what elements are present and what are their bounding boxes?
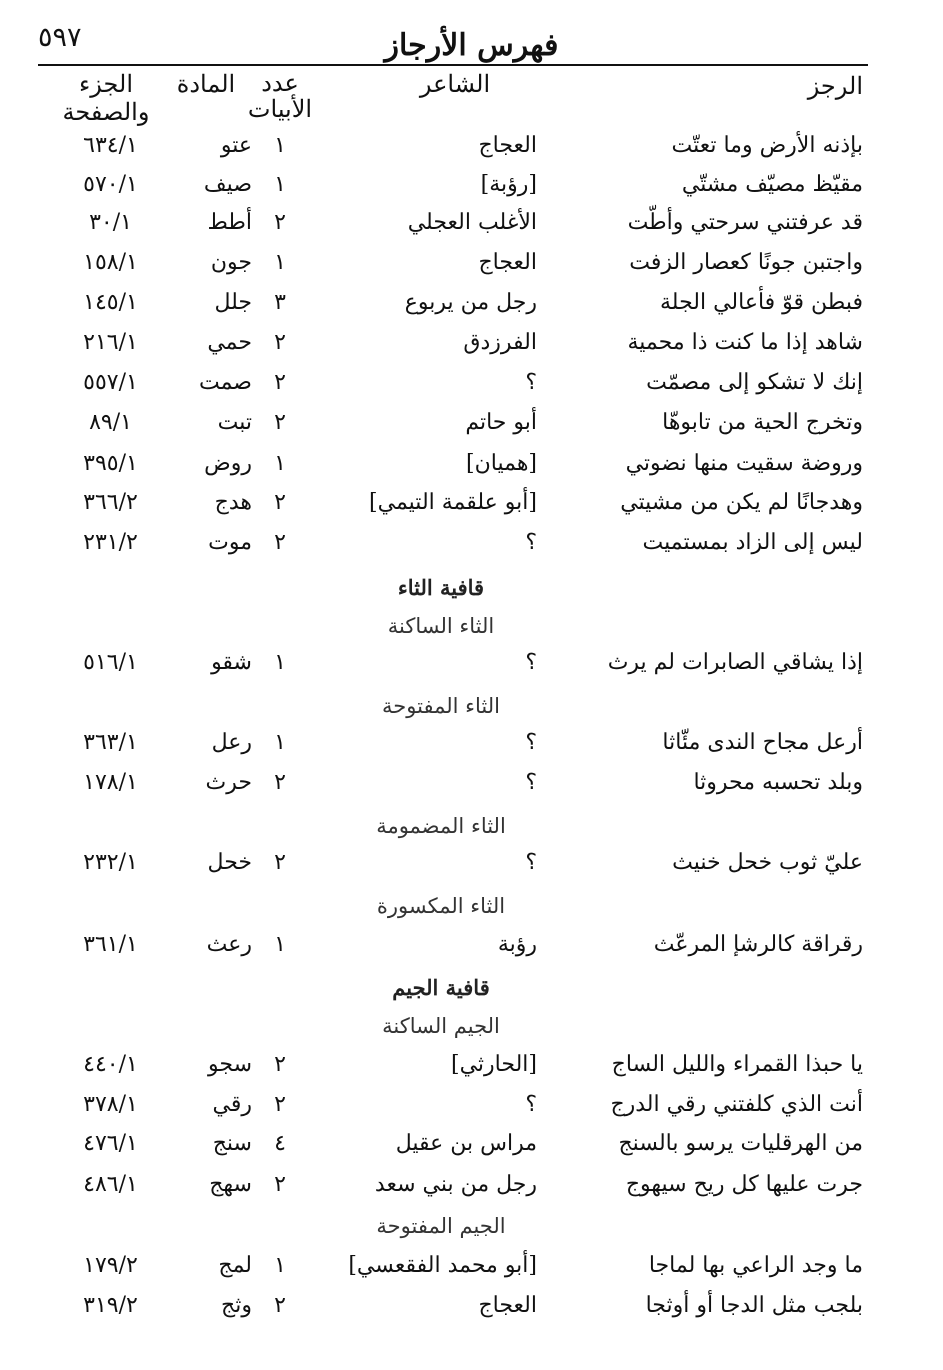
- volume-page: ١٧٩/٢: [83, 1253, 138, 1278]
- verse: بلجب مثل الدجا أو أوثجا: [645, 1293, 863, 1318]
- verse: وروضة سقيت منها نضوتي: [625, 451, 863, 476]
- verse-count: ٤: [274, 1131, 286, 1156]
- poet: العجاج: [478, 250, 537, 275]
- volume-page: ٥٥٧/١: [83, 370, 138, 395]
- table-row: [0, 850, 943, 890]
- verse-count: ١: [274, 932, 286, 957]
- header-poet: الشاعر: [419, 70, 491, 98]
- header-madda: المادة: [176, 70, 236, 98]
- verse-count: ٢: [274, 370, 286, 395]
- table-row: [0, 1172, 943, 1212]
- poet: [هميان]: [466, 451, 537, 476]
- madda: تبت: [217, 410, 252, 435]
- madda: خحل: [207, 850, 252, 875]
- madda: حمي: [207, 330, 252, 355]
- poet: أبو حاتم: [465, 410, 537, 435]
- header-count-line2: الأبيات: [247, 95, 313, 123]
- subsection-heading: الثاء المفتوحة: [382, 694, 500, 718]
- table-row: [0, 410, 943, 450]
- madda: هدج: [214, 490, 252, 515]
- madda: موت: [208, 530, 252, 555]
- madda: رعل: [211, 730, 252, 755]
- verse-count: ٢: [274, 1172, 286, 1197]
- verse: وبلد تحسبه محروثا: [693, 770, 863, 795]
- subsection-heading: الثاء المكسورة: [376, 894, 506, 918]
- table-row: [0, 172, 943, 212]
- table-row: [0, 330, 943, 370]
- verse: أرعل مجاح الندى مئّاثا: [662, 730, 863, 755]
- verse-count: ١: [274, 650, 286, 675]
- poet: رجل من يربوع: [404, 290, 537, 315]
- verse: فبطن قوّ فأعالي الجلة: [660, 290, 863, 315]
- madda: صيف: [203, 172, 252, 197]
- volume-page: ٢٣٢/١: [83, 850, 138, 875]
- poet: الفرزدق: [463, 330, 537, 355]
- madda: رقي: [212, 1092, 252, 1117]
- poet: الأغلب العجلي: [407, 210, 537, 235]
- volume-page: ٣٧٨/١: [83, 1092, 138, 1117]
- volume-page: ١٧٨/١: [83, 770, 138, 795]
- poet: العجاج: [478, 1293, 537, 1318]
- madda: جون: [210, 250, 252, 275]
- table-row: [0, 133, 943, 173]
- subsection-heading: الجيم الساكنة: [382, 1014, 500, 1038]
- verse-count: ١: [274, 133, 286, 158]
- verse-count: ١: [274, 172, 286, 197]
- header-ref: الجزء والصفحة: [62, 70, 150, 126]
- poet: [الحارثي]: [451, 1052, 537, 1077]
- verse-count: ٢: [274, 770, 286, 795]
- volume-page: ١٤٥/١: [83, 290, 138, 315]
- verse: من الهرقليات يرسو بالسنج: [618, 1131, 863, 1156]
- verse: إذا يشاقي الصابرات لم يرث: [607, 650, 863, 675]
- madda: عتو: [220, 133, 252, 158]
- verse: بإذنه الأرض وما تعتّت: [671, 133, 863, 158]
- verse: أنت الذي كلفتني رقي الدرج: [610, 1092, 863, 1117]
- volume-page: ٢٣١/٢: [83, 530, 138, 555]
- table-row: [0, 1131, 943, 1171]
- poet: ؟: [525, 730, 537, 755]
- table-row: [0, 932, 943, 972]
- table-row: [0, 250, 943, 290]
- volume-page: ٣٦١/١: [83, 932, 138, 957]
- table-row: [0, 1092, 943, 1132]
- volume-page: ٣٦٣/١: [83, 730, 138, 755]
- subsection-heading: الجيم المفتوحة: [376, 1214, 506, 1238]
- verse-count: ٢: [274, 490, 286, 515]
- table-row: [0, 1253, 943, 1293]
- volume-page: ٤٨٦/١: [83, 1172, 138, 1197]
- verse-count: ١: [274, 250, 286, 275]
- verse: مقيّظ مصيّف مشتّي: [681, 172, 863, 197]
- table-row: [0, 290, 943, 330]
- poet: رؤبة: [497, 932, 537, 957]
- verse-count: ١: [274, 451, 286, 476]
- section-heading: قافية الجيم: [392, 975, 490, 1000]
- madda: صمت: [198, 370, 252, 395]
- verse: وهدجانًا لم يكن من مشيتي: [620, 490, 863, 515]
- verse: جرت عليها كل ريح سيهوج: [625, 1172, 863, 1197]
- table-row: [0, 490, 943, 530]
- verse-count: ١: [274, 730, 286, 755]
- poet: [رؤبة]: [480, 172, 537, 197]
- table-row: [0, 1052, 943, 1092]
- verse: رقراقة كالرشإ المرعّث: [653, 932, 863, 957]
- volume-page: ٤٤٠/١: [83, 1052, 138, 1077]
- verse: وتخرج الحية من تابوهّا: [662, 410, 863, 435]
- verse-count: ٣: [274, 290, 286, 315]
- subsection-heading: الثاء الساكنة: [387, 614, 495, 638]
- madda: سهج: [209, 1172, 252, 1197]
- table-row: [0, 210, 943, 250]
- poet: ؟: [525, 650, 537, 675]
- verse: عليّ ثوب خحل خنيث: [672, 850, 863, 875]
- madda: لمج: [218, 1253, 252, 1278]
- verse-count: ٢: [274, 530, 286, 555]
- verse: ما وجد الراعي بها لماجا: [648, 1253, 863, 1278]
- madda: وثج: [221, 1293, 252, 1318]
- table-row: [0, 1293, 943, 1333]
- table-row: [0, 451, 943, 491]
- volume-page: ٥٧٠/١: [83, 172, 138, 197]
- madda: أطط: [207, 210, 252, 235]
- table-row: [0, 730, 943, 770]
- madda: رعث: [206, 932, 252, 957]
- madda: سجو: [208, 1052, 252, 1077]
- poet: [أبو علقمة التيمي]: [369, 490, 537, 515]
- page-number: ٥٩٧: [38, 22, 82, 53]
- volume-page: ٦٣٤/١: [83, 133, 138, 158]
- verse-count: ٢: [274, 210, 286, 235]
- poet: ؟: [525, 770, 537, 795]
- verse: شاهد إذا ما كنت ذا محمية: [627, 330, 863, 355]
- poet: ؟: [525, 850, 537, 875]
- verse-count: ٢: [274, 330, 286, 355]
- volume-page: ١٥٨/١: [83, 250, 138, 275]
- volume-page: ٣٠/١: [89, 210, 132, 235]
- madda: شقو: [211, 650, 252, 675]
- table-row: [0, 650, 943, 690]
- verse-count: ٢: [274, 1293, 286, 1318]
- verse-count: ١: [274, 1253, 286, 1278]
- poet: ؟: [525, 370, 537, 395]
- volume-page: ٨٩/١: [89, 410, 132, 435]
- madda: جلل: [214, 290, 252, 315]
- volume-page: ٤٧٦/١: [83, 1131, 138, 1156]
- subsection-heading: الثاء المضمومة: [376, 814, 506, 838]
- verse-count: ٢: [274, 410, 286, 435]
- poet: [أبو محمد الفقعسي]: [348, 1253, 537, 1278]
- volume-page: ٣١٩/٢: [83, 1293, 138, 1318]
- poet: مراس بن عقيل: [395, 1131, 537, 1156]
- verse: يا حبذا القمراء والليل الساج: [611, 1052, 863, 1077]
- poet: ؟: [525, 1092, 537, 1117]
- madda: حرث: [205, 770, 252, 795]
- header-count-line1: عدد: [261, 69, 299, 97]
- table-row: [0, 370, 943, 410]
- table-row: [0, 770, 943, 810]
- verse-count: ٢: [274, 1092, 286, 1117]
- volume-page: ٢١٦/١: [83, 330, 138, 355]
- verse: واجتبن جونًا كعصار الزفت: [629, 250, 863, 275]
- header-rule: [38, 64, 868, 66]
- verse-count: ٢: [274, 850, 286, 875]
- verse: إنك لا تشكو إلى مصمّت: [646, 370, 863, 395]
- poet: رجل من بني سعد: [374, 1172, 537, 1197]
- volume-page: ٥١٦/١: [83, 650, 138, 675]
- table-row: [0, 530, 943, 570]
- madda: سنج: [212, 1131, 252, 1156]
- verse: ليس إلى الزاد بمستميت: [642, 530, 863, 555]
- poet: ؟: [525, 530, 537, 555]
- verse-count: ٢: [274, 1052, 286, 1077]
- section-heading: قافية الثاء: [397, 575, 485, 600]
- volume-page: ٣٦٦/٢: [83, 490, 138, 515]
- header-rajaz: الرجز: [807, 72, 863, 100]
- volume-page: ٣٩٥/١: [83, 451, 138, 476]
- page-title: فهرس الأرجاز: [384, 28, 559, 63]
- poet: العجاج: [478, 133, 537, 158]
- madda: روض: [204, 451, 252, 476]
- header-count: [240, 70, 320, 122]
- verse: قد عرفتني سرحتي وأطّت: [627, 210, 863, 235]
